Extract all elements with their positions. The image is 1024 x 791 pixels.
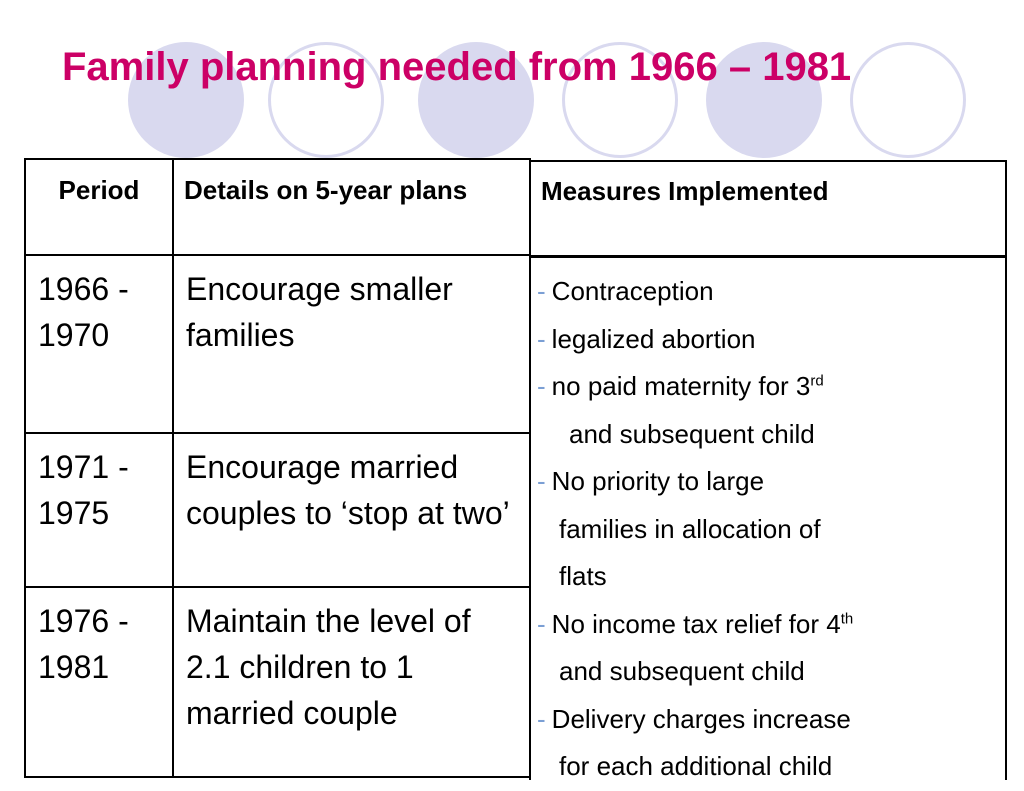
measures-header: Measures Implemented bbox=[531, 162, 1005, 258]
details-cell: Maintain the level of 2.1 children to 1 married couple bbox=[173, 587, 530, 777]
table-header-row bbox=[25, 159, 530, 255]
measure-text: Delivery charges increase bbox=[551, 703, 851, 734]
details-cell: Encourage married couples to ‘stop at two’ bbox=[173, 433, 530, 587]
table-row bbox=[25, 433, 530, 587]
measure-continuation: and subsequent child bbox=[559, 656, 805, 686]
table-row bbox=[25, 587, 530, 777]
details-cell: Encourage smaller families bbox=[173, 255, 530, 433]
bullet-dash: - bbox=[537, 608, 546, 639]
measures-panel bbox=[529, 160, 1007, 780]
measure-text: no paid maternity for 3 bbox=[551, 371, 811, 401]
bullet-dash: - bbox=[537, 466, 546, 496]
measure-continuation: for each additional child bbox=[559, 751, 833, 781]
measure-text: Contraception bbox=[551, 276, 714, 306]
period-cell: 1966 - 1970 bbox=[25, 255, 173, 433]
measure-item bbox=[537, 601, 1005, 649]
table-row bbox=[25, 255, 530, 433]
measure-item bbox=[537, 696, 1005, 744]
measure-text: No income tax relief for 4 bbox=[551, 608, 841, 639]
measure-item bbox=[537, 363, 1005, 411]
period-header: Period bbox=[25, 159, 173, 255]
period-cell: 1971 - 1975 bbox=[25, 433, 173, 587]
measure-text: No priority to large bbox=[551, 466, 765, 496]
ordinal-suffix: th bbox=[840, 609, 854, 627]
plans-table bbox=[24, 158, 531, 778]
measures-list bbox=[531, 258, 1005, 791]
measure-continuation: flats bbox=[559, 561, 607, 591]
bullet-dash: - bbox=[537, 323, 546, 354]
measure-continuation: families in allocation of bbox=[559, 513, 821, 544]
period-cell: 1976 - 1981 bbox=[25, 587, 173, 777]
measure-item bbox=[537, 458, 1005, 506]
measure-text: legalized abortion bbox=[551, 323, 756, 354]
measure-item bbox=[537, 268, 1005, 316]
measure-continuation: and subsequent child bbox=[569, 418, 815, 449]
details-header: Details on 5-year plans bbox=[173, 159, 530, 255]
measure-item bbox=[537, 316, 1005, 364]
slide-title: Family planning needed from 1966 – 1981 bbox=[62, 45, 852, 89]
bullet-dash: - bbox=[537, 371, 546, 401]
ordinal-suffix: rd bbox=[810, 372, 824, 390]
bullet-dash: - bbox=[537, 703, 546, 734]
bullet-dash: - bbox=[537, 276, 546, 306]
